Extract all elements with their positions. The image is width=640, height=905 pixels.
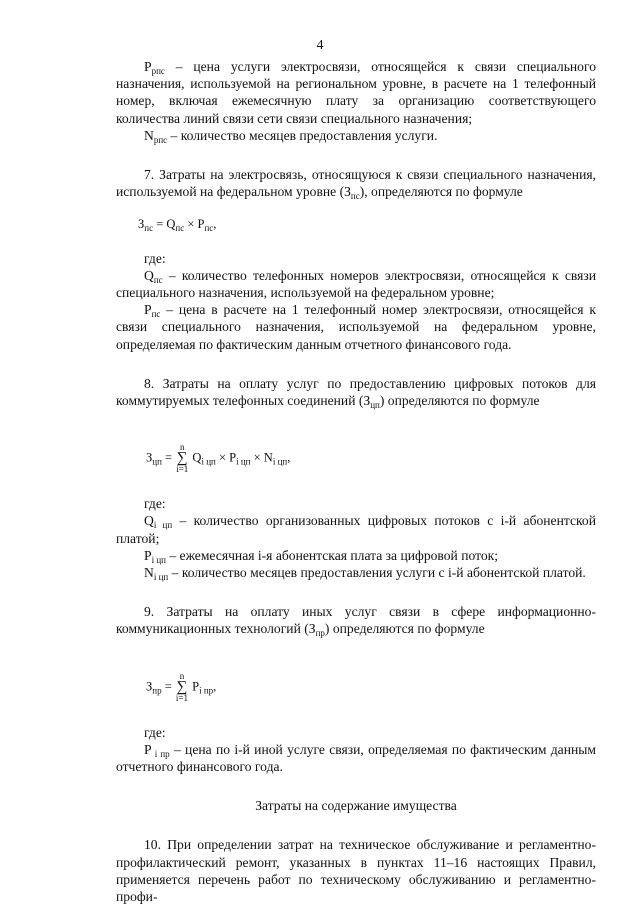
definition-p-pr: P $_{i пр}$ – цена по i-й иной услуге связи, определяемая по фактическим данным отчетного финансового года. (116, 741, 596, 775)
paragraph-n-rpc: $N_{рпс}$ – количество месяцев предоставления услуги. (144, 127, 438, 145)
sum-symbol: n ∑ i=1 (175, 670, 188, 703)
paragraph-item-10: 10. При определении затрат на техническое обслуживание и регламентно-профилактический ремонт, указанных в пунктах 11–16 настоящих Правил, применяется перечень работ по техническому обслуживанию и регламентно-профи- (116, 837, 596, 905)
paragraph-item-9: 9. Затраты на оплату иных услуг связи в сфере информационно-коммуникационных технологий $(З_{пр})$ определяются по формуле (116, 604, 596, 639)
definition-q-pc: $Q_{пс}$ – количество телефонных номеров электросвязи, относящейся к связи специального назначения, используемой на федеральном уровне; (116, 267, 596, 301)
where-label-7: где: (144, 250, 166, 266)
formula-item-9: $З_{пр}$ = n ∑ i=1 $P_{i пр}$, (146, 670, 217, 703)
paragraph-item-8: 8. Затраты на оплату услуг по предоставлению цифровых потоков для коммутируемых телефонных соединений $(З_{цп})$ определяются по формуле (116, 375, 596, 411)
paragraph-p-rpc: $Р_{рпс}$ – цена услуги электросвязи, относящейся к связи специального назначения, используемой на региональном уровне, в расчете на 1 телефонный номер, включая ежемесячную плату за организацию соответствующего количества линий связи сети связи специального назначения; (116, 59, 596, 126)
formula-item-7: $З_{пс} = Q_{пс} \times Р_{пс}$, (138, 217, 217, 234)
definition-p-pc: $Р_{пс}$ – цена в расчете на 1 телефонный номер электросвязи, относящейся к связи специального назначения, используемой на федеральном уровне, определяемая по фактическим данным отчетного финансового года. (116, 302, 596, 352)
definition-q-cp: $Q_{i цп}$ – количество организованных цифровых потоков с i-й абонентской платой; (116, 513, 596, 546)
where-label-8: где: (144, 496, 166, 512)
sum-symbol: n ∑ i=1 (176, 442, 189, 475)
document-body (116, 58, 596, 905)
page-number: 4 (316, 38, 324, 53)
definition-n-cp: $N_{i цп}$ – количество месяцев предоставления услуги с i-й абонентской платой. (144, 565, 586, 583)
formula-item-8: $З_{цп}$ = n ∑ i=1 $Q_{i цп} \times P_{i цп} \times N_{i цп}$, (146, 442, 291, 475)
where-label-9: где: (144, 724, 166, 740)
paragraph-item-7: 7. Затраты на электросвязь, относящуюся к связи специального назначения, используемой на федеральном уровне $(З_{пс})$, определяются по формуле (116, 167, 596, 202)
definition-p-cp: $P_{i цп}$ – ежемесячная i-я абонентская плата за цифровой поток; (144, 547, 499, 565)
section-heading: Затраты на содержание имущества (255, 798, 457, 814)
